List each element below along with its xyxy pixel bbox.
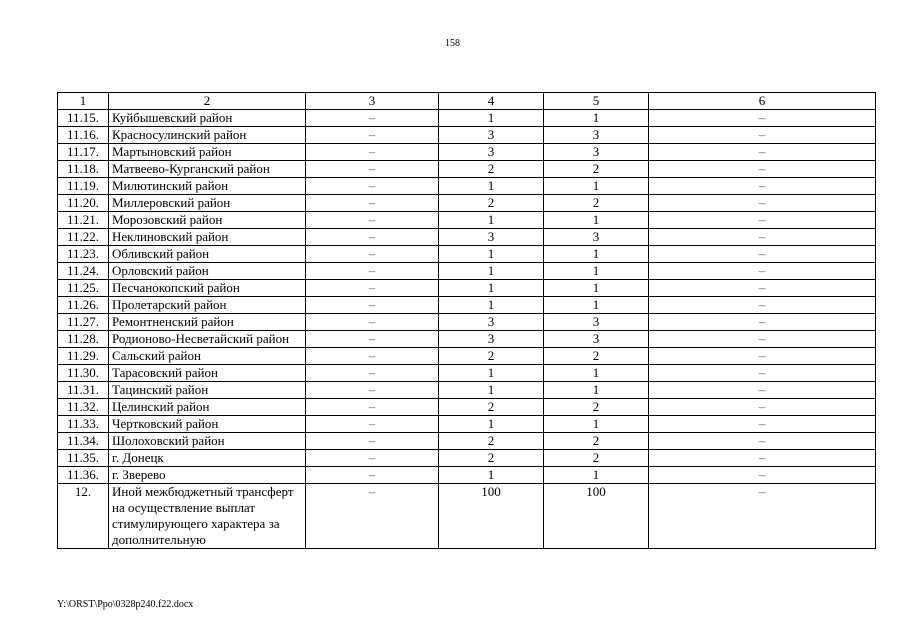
cell-district-name: Тарасовский район — [109, 365, 306, 382]
cell-col-6: – — [649, 331, 876, 348]
cell-col-5: 1 — [544, 467, 649, 484]
cell-col-3: – — [306, 212, 439, 229]
table-row — [58, 280, 876, 297]
cell-item-number: 11.29. — [58, 348, 109, 365]
cell-col-6: – — [649, 467, 876, 484]
cell-col-3: – — [306, 399, 439, 416]
table-row — [58, 110, 876, 127]
cell-col-6: – — [649, 263, 876, 280]
table-row — [58, 433, 876, 450]
cell-district-name: Целинский район — [109, 399, 306, 416]
cell-district-name: Неклиновский район — [109, 229, 306, 246]
cell-item-number: 11.17. — [58, 144, 109, 161]
cell-district-name: Матвеево-Курганский район — [109, 161, 306, 178]
cell-col-4: 3 — [439, 229, 544, 246]
cell-item-number: 11.35. — [58, 450, 109, 467]
cell-col-6: – — [649, 484, 876, 549]
cell-col-5: 1 — [544, 212, 649, 229]
cell-col-4: 1 — [439, 416, 544, 433]
cell-item-number: 11.28. — [58, 331, 109, 348]
cell-col-3: – — [306, 416, 439, 433]
cell-item-number: 11.33. — [58, 416, 109, 433]
cell-col-5: 1 — [544, 280, 649, 297]
cell-district-name: Куйбышевский район — [109, 110, 306, 127]
cell-col-3: – — [306, 110, 439, 127]
table-row — [58, 331, 876, 348]
cell-col-6: – — [649, 450, 876, 467]
table-body — [58, 110, 876, 549]
cell-item-number: 11.25. — [58, 280, 109, 297]
cell-col-3: – — [306, 331, 439, 348]
cell-district-name: Орловский район — [109, 263, 306, 280]
cell-col-6: – — [649, 399, 876, 416]
cell-item-number: 11.24. — [58, 263, 109, 280]
cell-col-4: 3 — [439, 314, 544, 331]
cell-col-3: – — [306, 433, 439, 450]
column-header-4: 4 — [439, 93, 544, 110]
cell-col-3: – — [306, 127, 439, 144]
page-number: 158 — [445, 38, 460, 49]
table-row — [58, 450, 876, 467]
cell-col-5: 3 — [544, 127, 649, 144]
cell-col-4: 2 — [439, 450, 544, 467]
table-row — [58, 297, 876, 314]
cell-col-5: 1 — [544, 416, 649, 433]
cell-col-6: – — [649, 314, 876, 331]
cell-col-5: 3 — [544, 144, 649, 161]
cell-col-3: – — [306, 382, 439, 399]
cell-col-6: – — [649, 416, 876, 433]
cell-col-4: 2 — [439, 161, 544, 178]
cell-district-name: Чертковский район — [109, 416, 306, 433]
cell-col-3: – — [306, 229, 439, 246]
cell-col-3: – — [306, 178, 439, 195]
table-row — [58, 416, 876, 433]
table-row — [58, 382, 876, 399]
cell-col-6: – — [649, 433, 876, 450]
table-row — [58, 399, 876, 416]
cell-col-5: 3 — [544, 314, 649, 331]
cell-col-5: 2 — [544, 433, 649, 450]
cell-item-number: 11.34. — [58, 433, 109, 450]
cell-col-5: 1 — [544, 365, 649, 382]
cell-col-6: – — [649, 127, 876, 144]
cell-col-5: 1 — [544, 382, 649, 399]
cell-district-name: Ремонтненский район — [109, 314, 306, 331]
cell-item-number: 11.32. — [58, 399, 109, 416]
cell-col-5: 2 — [544, 399, 649, 416]
allocation-table — [57, 92, 876, 549]
column-header-2: 2 — [109, 93, 306, 110]
cell-col-4: 1 — [439, 297, 544, 314]
cell-col-4: 1 — [439, 246, 544, 263]
cell-district-name: Родионово-Несветайский район — [109, 331, 306, 348]
table-row — [58, 314, 876, 331]
cell-col-4: 1 — [439, 178, 544, 195]
cell-col-5: 1 — [544, 246, 649, 263]
cell-district-name: Миллеровский район — [109, 195, 306, 212]
cell-col-6: – — [649, 161, 876, 178]
cell-col-4: 1 — [439, 365, 544, 382]
cell-district-name: Сальский район — [109, 348, 306, 365]
cell-col-6: – — [649, 212, 876, 229]
cell-col-4: 3 — [439, 127, 544, 144]
cell-col-4: 1 — [439, 212, 544, 229]
cell-col-3: – — [306, 263, 439, 280]
cell-col-4: 2 — [439, 399, 544, 416]
cell-col-4: 1 — [439, 382, 544, 399]
cell-col-6: – — [649, 280, 876, 297]
cell-item-number: 11.26. — [58, 297, 109, 314]
cell-col-6: – — [649, 297, 876, 314]
table-row — [58, 178, 876, 195]
column-header-6: 6 — [649, 93, 876, 110]
cell-item-number: 11.20. — [58, 195, 109, 212]
cell-col-5: 2 — [544, 195, 649, 212]
column-header-3: 3 — [306, 93, 439, 110]
cell-col-3: – — [306, 246, 439, 263]
table-header-row — [58, 93, 876, 110]
cell-item-number: 11.31. — [58, 382, 109, 399]
table-row — [58, 144, 876, 161]
column-header-5: 5 — [544, 93, 649, 110]
cell-item-number: 11.16. — [58, 127, 109, 144]
cell-district-name: Песчанокопский район — [109, 280, 306, 297]
cell-col-5: 2 — [544, 348, 649, 365]
cell-item-number: 11.30. — [58, 365, 109, 382]
cell-col-3: – — [306, 467, 439, 484]
cell-district-name: Морозовский район — [109, 212, 306, 229]
cell-col-3: – — [306, 450, 439, 467]
cell-col-6: – — [649, 382, 876, 399]
footer-file-path: Y:\ORST\Ppo\0328p240.f22.docx — [57, 599, 194, 610]
table-row — [58, 484, 876, 549]
cell-col-5: 1 — [544, 297, 649, 314]
cell-district-name: Иной межбюджетный трансферт на осуществление выплат стимулирующего характера за дополнительную — [109, 484, 306, 549]
cell-col-3: – — [306, 144, 439, 161]
cell-col-5: 1 — [544, 110, 649, 127]
cell-item-number: 11.22. — [58, 229, 109, 246]
cell-col-4: 2 — [439, 195, 544, 212]
cell-district-name: Мартыновский район — [109, 144, 306, 161]
cell-col-5: 2 — [544, 450, 649, 467]
cell-col-5: 100 — [544, 484, 649, 549]
cell-district-name: Шолоховский район — [109, 433, 306, 450]
cell-district-name: Обливский район — [109, 246, 306, 263]
cell-district-name: Пролетарский район — [109, 297, 306, 314]
cell-col-3: – — [306, 280, 439, 297]
cell-col-4: 3 — [439, 331, 544, 348]
table-row — [58, 467, 876, 484]
cell-col-3: – — [306, 297, 439, 314]
table-row — [58, 246, 876, 263]
cell-col-4: 3 — [439, 144, 544, 161]
cell-district-name: г. Зверево — [109, 467, 306, 484]
table-row — [58, 263, 876, 280]
column-header-1: 1 — [58, 93, 109, 110]
cell-col-6: – — [649, 365, 876, 382]
cell-col-3: – — [306, 348, 439, 365]
table-row — [58, 195, 876, 212]
cell-item-number: 11.19. — [58, 178, 109, 195]
cell-item-number: 11.36. — [58, 467, 109, 484]
cell-district-name: г. Донецк — [109, 450, 306, 467]
table-row — [58, 348, 876, 365]
cell-col-6: – — [649, 229, 876, 246]
cell-item-number: 12. — [58, 484, 109, 549]
cell-col-5: 1 — [544, 263, 649, 280]
cell-col-3: – — [306, 365, 439, 382]
cell-col-5: 3 — [544, 331, 649, 348]
cell-item-number: 11.21. — [58, 212, 109, 229]
cell-col-6: – — [649, 195, 876, 212]
cell-col-3: – — [306, 484, 439, 549]
cell-col-6: – — [649, 110, 876, 127]
cell-item-number: 11.18. — [58, 161, 109, 178]
cell-col-4: 1 — [439, 263, 544, 280]
cell-col-4: 100 — [439, 484, 544, 549]
cell-col-6: – — [649, 348, 876, 365]
cell-item-number: 11.27. — [58, 314, 109, 331]
table-row — [58, 229, 876, 246]
cell-col-4: 1 — [439, 467, 544, 484]
cell-col-6: – — [649, 246, 876, 263]
table-row — [58, 161, 876, 178]
cell-col-5: 1 — [544, 178, 649, 195]
table-row — [58, 365, 876, 382]
cell-col-6: – — [649, 178, 876, 195]
table-row — [58, 212, 876, 229]
cell-col-4: 1 — [439, 280, 544, 297]
cell-district-name: Красносулинский район — [109, 127, 306, 144]
cell-col-3: – — [306, 161, 439, 178]
cell-district-name: Тацинский район — [109, 382, 306, 399]
table-row — [58, 127, 876, 144]
cell-col-4: 1 — [439, 110, 544, 127]
cell-district-name: Милютинский район — [109, 178, 306, 195]
cell-item-number: 11.23. — [58, 246, 109, 263]
cell-col-6: – — [649, 144, 876, 161]
cell-col-4: 2 — [439, 433, 544, 450]
cell-item-number: 11.15. — [58, 110, 109, 127]
cell-col-5: 3 — [544, 229, 649, 246]
cell-col-4: 2 — [439, 348, 544, 365]
cell-col-3: – — [306, 195, 439, 212]
cell-col-5: 2 — [544, 161, 649, 178]
cell-col-3: – — [306, 314, 439, 331]
